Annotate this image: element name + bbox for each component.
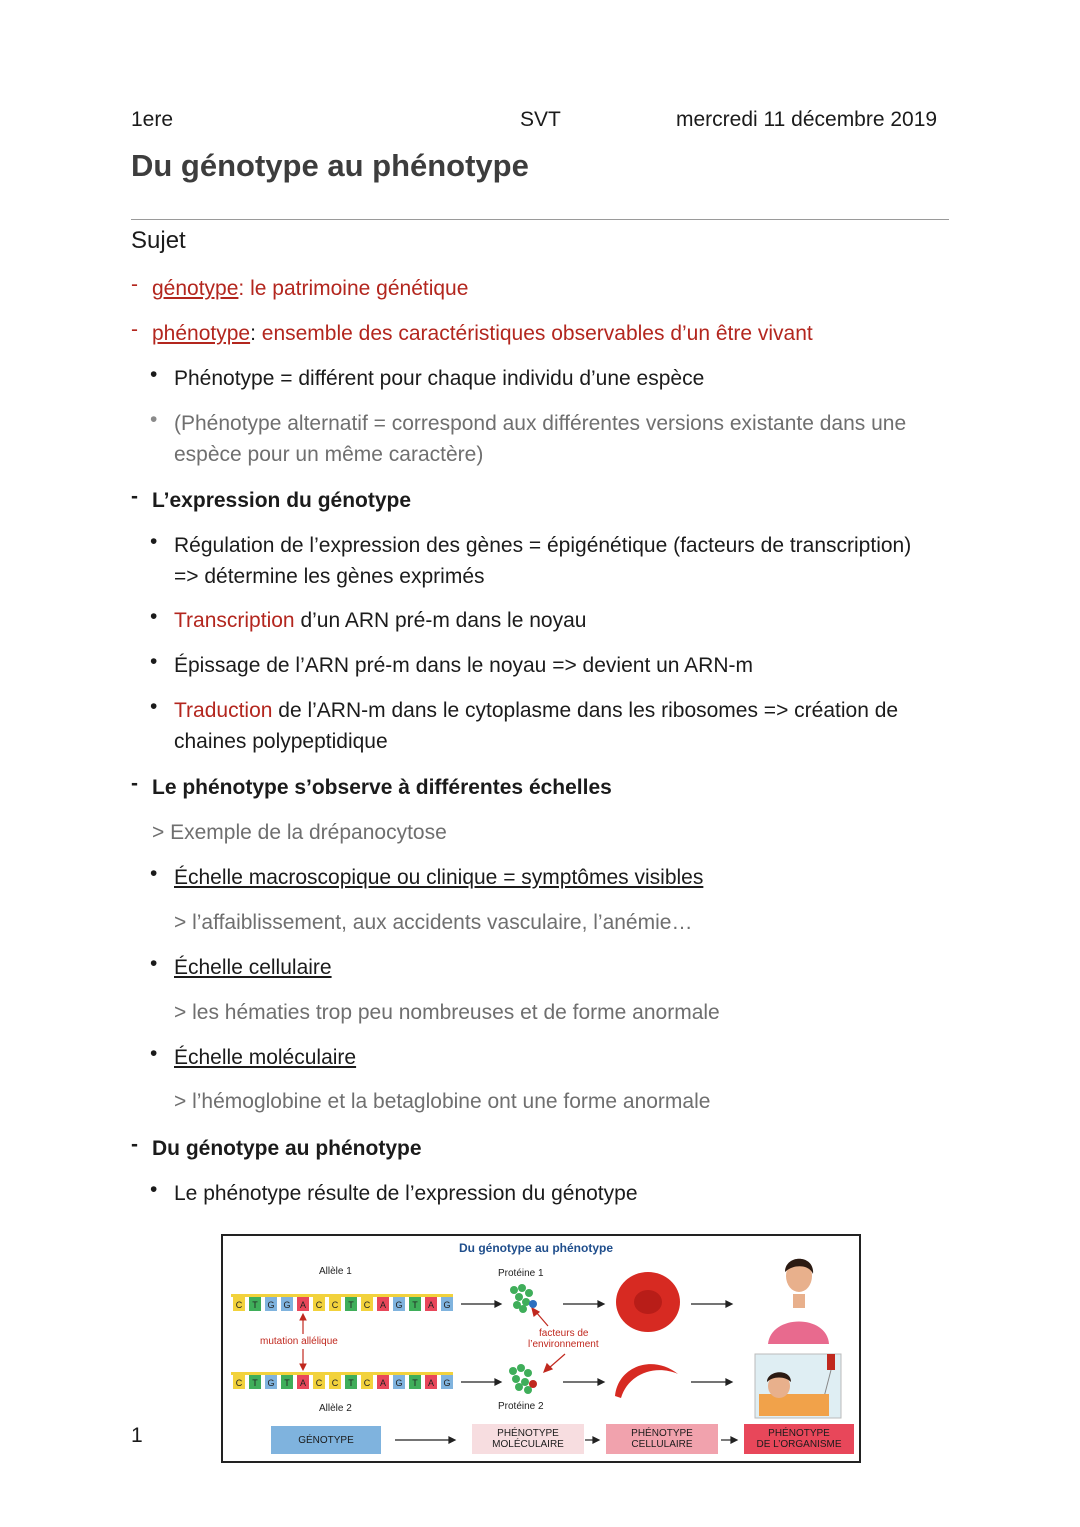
dna-base-letter: G [443, 1378, 451, 1388]
definition-phenotype [152, 318, 813, 349]
environment-arrows [532, 1308, 565, 1372]
box-label: DE L’ORGANISME [756, 1439, 842, 1450]
dna-base-letter: T [348, 1378, 354, 1388]
phenotype-point: Phénotype = différent pour chaque individu d’une espèce [174, 367, 705, 390]
page-title: Du génotype au phénotype [131, 148, 529, 183]
bullet-marker: • [150, 530, 158, 553]
box-label: PHÉNOTYPE [768, 1428, 830, 1439]
dna-base-letter: T [348, 1300, 354, 1310]
molecular-phenotype-box [472, 1424, 584, 1454]
figure-title: Du génotype au phénotype [459, 1241, 614, 1255]
dna-base-letter: G [267, 1300, 275, 1310]
environment-label-1: facteurs de [539, 1328, 589, 1339]
dna-strand-allele-2 [231, 1372, 453, 1389]
dna-base-letter: G [443, 1300, 451, 1310]
bullet-marker: • [150, 1042, 158, 1065]
alt-phenotype-line-1: (Phénotype alternatif = correspond aux différentes versions existante dans une [174, 412, 907, 435]
definition-text: ensemble des caractéristiques observables d’un être vivant [255, 322, 813, 345]
traduction-text: de l’ARN-m dans le cytoplasme dans les ribosomes => création de [272, 699, 899, 722]
dna-base-letter: T [412, 1378, 418, 1388]
dash-marker: - [131, 485, 138, 508]
regulation-line-1: Régulation de l’expression des gènes = épigénétique (facteurs de transcription) [174, 534, 912, 557]
genotype-phenotype-figure [221, 1234, 861, 1463]
bullet-marker: • [150, 695, 158, 718]
mol-note: > l’hémoglobine et la betaglobine ont une forme anormale [174, 1090, 711, 1113]
definition-genotype [152, 273, 468, 304]
keyword-transcription: Transcription [174, 609, 295, 632]
box-label: PHÉNOTYPE [497, 1428, 559, 1439]
subject: SVT [520, 108, 561, 131]
separator: : [250, 322, 256, 345]
allele-2-label: Allèle 2 [319, 1403, 352, 1414]
dna-base-letter: A [379, 1378, 387, 1388]
red-blood-cell [616, 1272, 680, 1332]
dna-backbone [231, 1372, 453, 1375]
dash-marker: - [131, 273, 138, 296]
protein-1-label: Protéine 1 [498, 1268, 544, 1279]
sickle-cell [615, 1364, 678, 1398]
dna-base-letter: G [395, 1300, 403, 1310]
dash-marker: - [131, 772, 138, 795]
bullet-marker: • [150, 408, 158, 431]
scale-cellular: Échelle cellulaire [174, 956, 332, 979]
dna-base-letter: C [331, 1300, 339, 1310]
environment-label-2: l’environnement [528, 1339, 599, 1350]
mutation-arrows [300, 1314, 306, 1370]
dna-base-letter: A [379, 1300, 387, 1310]
dna-base-letter: G [267, 1378, 275, 1388]
dna-base-letter: T [412, 1300, 418, 1310]
organism-phenotype-box [744, 1424, 854, 1454]
dna-base-letter: C [315, 1300, 323, 1310]
regulation-line-2: => détermine les gènes exprimés [174, 565, 485, 588]
box-label: CELLULAIRE [631, 1439, 693, 1450]
dna-base-letter: A [299, 1300, 307, 1310]
dna-base-letter: C [331, 1378, 339, 1388]
scale-molecular: Échelle moléculaire [174, 1046, 357, 1069]
section-title: Sujet [131, 227, 186, 254]
dna-strand-allele-1 [231, 1294, 453, 1311]
heading-scales: Le phénotype s’observe à différentes échelles [152, 776, 612, 799]
traduction-point [174, 695, 898, 726]
bullet-marker: • [150, 1178, 158, 1201]
dna-base-letter: G [395, 1378, 403, 1388]
heading-geno-pheno: Du génotype au phénotype [152, 1137, 422, 1160]
class-level: 1ere [131, 108, 174, 131]
traduction-line-2: chaines polypeptidique [174, 730, 388, 753]
healthy-person [768, 1259, 829, 1344]
protein-2-label: Protéine 2 [498, 1401, 544, 1412]
heading-expression: L’expression du génotype [152, 489, 412, 512]
sick-person [755, 1354, 841, 1418]
transcription-point [174, 605, 586, 636]
dna-base-letter: T [252, 1300, 258, 1310]
example-note: > Exemple de la drépanocytose [152, 821, 447, 844]
dna-base-letter: C [315, 1378, 323, 1388]
term-phenotype: phénotype [152, 322, 251, 345]
definition-text: : le patrimoine génétique [238, 277, 469, 300]
cell-note: > les hématies trop peu nombreuses et de forme anormale [174, 1001, 720, 1024]
genotype-box: GÉNOTYPE [298, 1434, 354, 1446]
dna-base-letter: C [363, 1300, 371, 1310]
dna-backbone [231, 1294, 453, 1297]
title-divider [131, 219, 949, 220]
geno-pheno-point: Le phénotype résulte de l’expression du génotype [174, 1182, 638, 1205]
dna-base-letter: A [427, 1378, 435, 1388]
page-number: 1 [131, 1424, 143, 1447]
dna-base-letter: C [235, 1378, 243, 1388]
dna-base-letter: T [284, 1378, 290, 1388]
date: mercredi 11 décembre 2019 [676, 108, 938, 131]
bullet-marker: • [150, 952, 158, 975]
dna-base-letter: T [252, 1378, 258, 1388]
mutation-label: mutation allélique [260, 1336, 338, 1347]
protein-2-molecule [509, 1364, 537, 1394]
box-label: MOLÉCULAIRE [492, 1439, 564, 1450]
keyword-traduction: Traduction [174, 699, 273, 722]
term-genotype: génotype [152, 277, 239, 300]
transcription-text: d’un ARN pré-m dans le noyau [294, 609, 587, 632]
dna-base-letter: A [427, 1300, 435, 1310]
macro-note: > l’affaiblissement, aux accidents vasculaire, l’anémie… [174, 911, 693, 934]
bullet-marker: • [150, 862, 158, 885]
dash-marker: - [131, 1133, 138, 1156]
dna-base-letter: C [363, 1378, 371, 1388]
dna-base-letter: G [283, 1300, 291, 1310]
alt-phenotype-line-2: espèce pour un même caractère) [174, 443, 484, 466]
allele-1-label: Allèle 1 [319, 1266, 352, 1277]
bullet-marker: • [150, 650, 158, 673]
cellular-phenotype-box [606, 1424, 718, 1454]
scale-macroscopic: Échelle macroscopique ou clinique = symptômes visibles [174, 866, 704, 889]
epissage-point: Épissage de l’ARN pré-m dans le noyau => devient un ARN-m [174, 654, 753, 677]
bullet-marker: • [150, 605, 158, 628]
dna-base-letter: A [299, 1378, 307, 1388]
bullet-marker: • [150, 363, 158, 386]
dash-marker: - [131, 318, 138, 341]
dna-base-letter: C [235, 1300, 243, 1310]
box-label: PHÉNOTYPE [631, 1428, 693, 1439]
